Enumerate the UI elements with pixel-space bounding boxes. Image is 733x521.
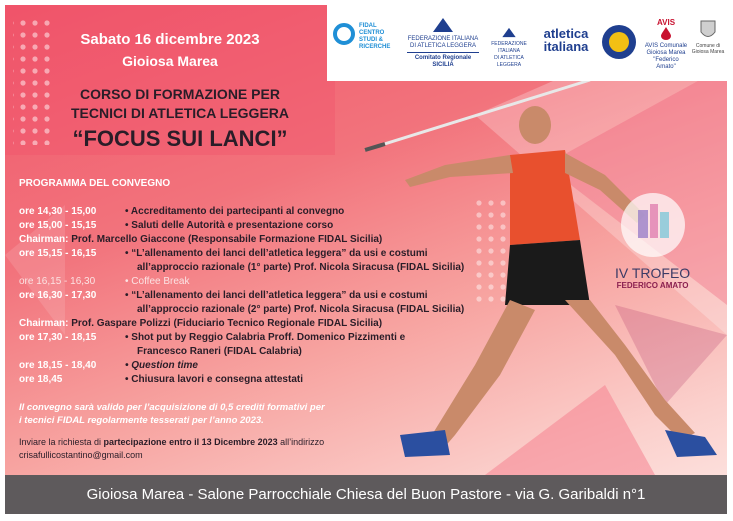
polizia-emblem-logo [599,23,639,64]
avis-drop-icon [659,26,673,40]
trofeo-badge [615,190,690,290]
avis-logo: AVIS AVIS Comunale Gioiosa Marea "Federico Amato" [644,18,688,70]
fidal-small-triangle-icon [501,27,517,38]
fidal-sicilia-logo: FEDERAZIONE ITALIANA DI ATLETICA LEGGERA Comitato Regionale SICILIA [407,17,479,69]
trofeo-emblem-icon [618,190,688,260]
chairman-row: Chairman: Prof. Gaspare Polizzi (Fiduciario Tecnico Regionale FIDAL Sicilia) [19,318,383,329]
credits-note-line2: i tecnici FIDAL regolarmente tesserati per l’anno 2023. [19,415,264,426]
program-row: ore 15,15 - 16,15 • “L’allenamento dei lanci dell’atletica leggera” da usi e costumi [19,248,428,259]
event-date: Sabato 16 dicembre 2023 [80,31,260,48]
program-heading: PROGRAMMA DEL CONVEGNO [19,178,171,189]
program-row: ore 14,30 - 15,00 • Accreditamento dei partecipanti al convegno [19,206,345,217]
program-row: ore 16,30 - 17,30 • “L’allenamento dei lanci dell’atletica leggera” da usi e costumi [19,290,428,301]
trofeo-title: IV TROFEO [615,265,691,281]
event-poster [5,5,727,514]
course-title-line2: TECNICI DI ATLETICA LEGGERA [70,105,290,121]
program-row: ore 18,15 - 18,40 • Question time [19,360,198,371]
program-row-continued: Francesco Raneri (FIDAL Calabria) [137,346,302,357]
program-row-continued: all’approccio razionale (1° parte) Prof. Nicola Siracusa (FIDAL Sicilia) [137,262,465,273]
trofeo-subtitle: FEDERICO AMATO [616,281,689,290]
fidal-federazione-logo: FEDERAZIONE ITALIANA DI ATLETICA LEGGERA [483,27,535,69]
comune-logo: Comune di Gioiosa Marea [689,19,727,55]
program-row: ore 18,45 • Chiusura lavori e consegna attestati [19,374,303,385]
contact-email[interactable]: crisafullicostantino@gmail.com [19,450,143,460]
course-title-focus: “FOCUS SUI LANCI” [72,126,288,151]
sponsor-logos: FIDAL CENTRO STUDI & RICERCHE FEDERAZIONE ITALIANA DI ATLETICA LEGGERA Comitato Regionale SICILIA FEDERAZIONE ITALIANA DI ATLETICA LEGGERA atletica italiana AVIS AVIS Comunale Gioiosa Marea "Federico Amato" Comune di Gioiosa Marea [327,5,727,81]
program-row: ore 16,15 - 16,30 • Coffee Break [19,276,190,287]
invite-text: Inviare la richiesta di partecipazione entro il 13 Dicembre 2023 all’indirizzo [19,437,325,447]
course-title-line1: CORSO DI FORMAZIONE PER [80,86,280,102]
event-place: Gioiosa Marea [122,53,218,69]
comune-crest-icon [699,19,717,41]
program-row-continued: all’approccio razionale (2° parte) Prof. Nicola Siracusa (FIDAL Sicilia) [137,304,465,315]
polizia-badge-icon [600,23,638,61]
credits-note-line1: Il convegno sarà valido per l’acquisizione di 0,5 crediti formativi per [19,402,325,413]
fidal-swirl-icon [333,23,355,45]
chairman-row: Chairman: Prof. Marcello Giaccone (Responsabile Formazione FIDAL Sicilia) [19,234,383,245]
program-row: ore 15,00 - 15,15 • Saluti delle Autorità e presentazione corso [19,220,334,231]
fidal-triangle-icon [431,17,455,33]
program-row: ore 17,30 - 18,15 • Shot put by Reggio Calabria Proff. Domenico Pizzimenti e [19,332,406,343]
venue-footer: Gioiosa Marea - Salone Parrocchiale Chiesa del Buon Pastore - via G. Garibaldi n°1 [5,475,727,514]
atletica-italiana-logo: atletica italiana [543,26,589,54]
